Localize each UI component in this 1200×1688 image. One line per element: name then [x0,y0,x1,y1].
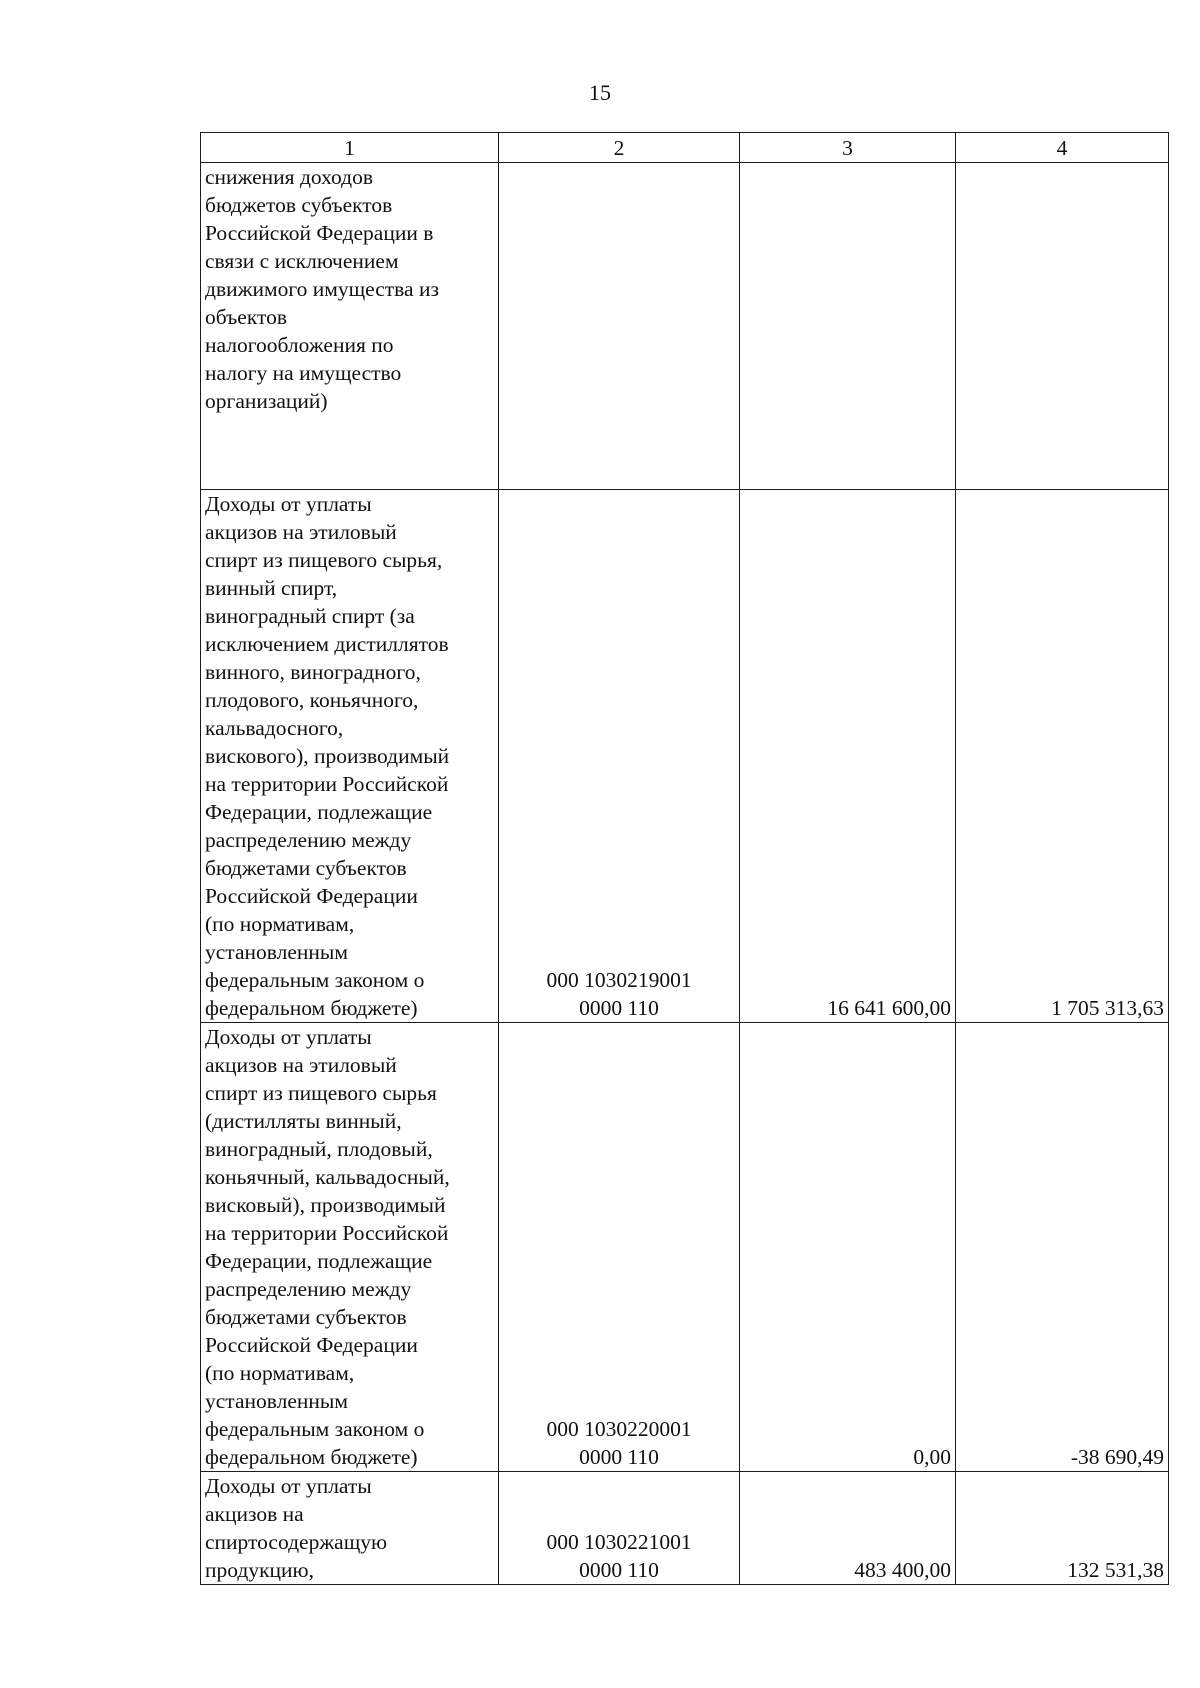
column-header-4: 4 [956,133,1169,163]
table-row [201,1023,1169,1472]
row-budget-code: 000 1030219001 0000 110 [499,490,740,1023]
table-header-row [201,133,1169,163]
budget-revenue-table [200,132,1169,1585]
row-plan-amount: 0,00 [740,1023,956,1472]
table-row [201,1472,1169,1585]
row-description: снижения доходов бюджетов субъектов Российской Федерации в связи с исключением движимого имущества из объектов налогообложения по налогу на имущество организаций) [201,163,499,490]
row-actual-amount: -38 690,49 [956,1023,1169,1472]
row-description: Доходы от уплаты акцизов на спиртосодержащую продукцию, [201,1472,499,1585]
column-header-2: 2 [499,133,740,163]
row-actual-amount: 132 531,38 [956,1472,1169,1585]
column-header-3: 3 [740,133,956,163]
row-budget-code: 000 1030220001 0000 110 [499,1023,740,1472]
row-actual-amount: 1 705 313,63 [956,490,1169,1023]
row-plan-amount: 16 641 600,00 [740,490,956,1023]
row-plan-amount [740,163,956,490]
page-number: 15 [589,80,611,105]
row-plan-amount: 483 400,00 [740,1472,956,1585]
row-description: Доходы от уплаты акцизов на этиловый спирт из пищевого сырья (дистилляты винный, виноградный, плодовый, коньячный, кальвадосный, висковый), производимый на территории Российской Федерации, подлежащие распределению между бюджетами субъектов Российской Федерации (по нормативам, установленным федеральным законом о федеральном бюджете) [201,1023,499,1472]
row-description: Доходы от уплаты акцизов на этиловый спирт из пищевого сырья, винный спирт, виноградный спирт (за исключением дистиллятов винного, виноградного, плодового, коньячного, кальвадосного, вискового), производимый на территории Российской Федерации, подлежащие распределению между бюджетами субъектов Российской Федерации (по нормативам, установленным федеральным законом о федеральном бюджете) [201,490,499,1023]
table-row [201,163,1169,490]
row-budget-code: 000 1030221001 0000 110 [499,1472,740,1585]
column-header-1: 1 [201,133,499,163]
row-budget-code [499,163,740,490]
table-row [201,490,1169,1023]
row-actual-amount [956,163,1169,490]
